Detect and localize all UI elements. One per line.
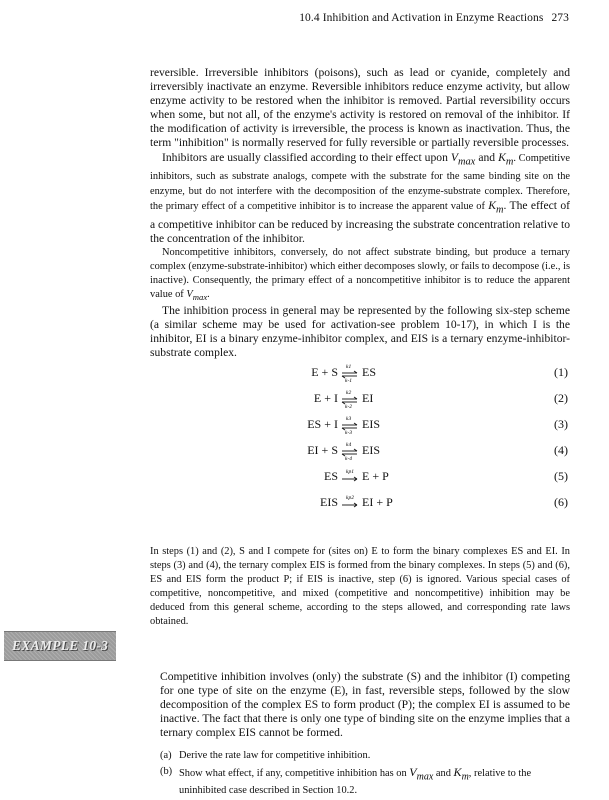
equation-lhs: ES	[323, 469, 338, 483]
example-label: EXAMPLE 10-3	[4, 631, 116, 661]
rate-constant-forward: k4	[346, 442, 352, 448]
rate-constant-reverse: k-3	[345, 430, 353, 435]
example-question-a: (a) Derive the rate law for competitive inhibition.	[160, 750, 371, 762]
equation-number: (5)	[554, 469, 568, 483]
running-head-section: 10.4 Inhibition and Activation in Enzyme Reactions	[299, 12, 544, 24]
paragraph-5: In steps (1) and (2), S and I compete for (sites on) E to form the binary complexes ES and EI. In steps (3) and (4), the ternary complex EIS is formed from the binary complexes. In steps (5) and (6), ES and EIS form the product P; if EIS is inactive, step (6) is ignored. Various special cases of competitive, noncompetitive, and mixed (competitive and noncompetitive) inhibition may be deduced from this general scheme, according to the steps allowed, and corresponding rate laws obtained.	[150, 546, 570, 628]
equation-rhs: EIS	[362, 443, 380, 457]
reversible-arrow-icon	[340, 413, 360, 435]
equation-3	[150, 409, 570, 435]
equation-number: (2)	[554, 391, 568, 405]
rate-constant-forward: kp1	[346, 469, 354, 475]
paragraph-3: Noncompetitive inhibitors, conversely, do not affect substrate binding, but produce a ternary complex (enzyme-substrate-inhibitor) which either decomposes slowly, or fails to decompose (i.e., is inactive). Consequently, the primary effect of a noncompetitive inhibitor is to reduce the apparent value of $V_{max}$.	[150, 246, 570, 303]
equation-number: (3)	[554, 417, 568, 431]
rate-constant-reverse: k-1	[345, 378, 353, 383]
main-text	[150, 66, 570, 361]
equation-rhs: E + P	[362, 469, 389, 483]
rate-constant-forward: k3	[346, 416, 352, 422]
equation-number: (1)	[554, 365, 568, 379]
running-head	[299, 12, 569, 24]
equation-6	[150, 487, 570, 513]
reversible-arrow-icon	[340, 387, 360, 409]
equation-rhs: EI	[362, 391, 374, 405]
rate-constant-reverse: k-2	[345, 404, 353, 409]
vmax-symbol-2: $V_{max}$	[186, 289, 208, 303]
example-question-b: (b) Show what effect, if any, competitive inhibition has on $V_{max}$ and $K_m$, relative to the uninhibited case described in Section 10.2.	[160, 764, 532, 797]
equation-lhs: E + I	[313, 391, 338, 405]
equation-1	[150, 357, 570, 383]
paragraph-1: reversible. Irreversible inhibitors (poisons), such as lead or cyanide, completely and irreversibly inactivate an enzyme. Reversible inhibitors reduce enzyme activity, but allow enzyme activity to be restored when the inhibitor is removed. Partial reversibility occurs when some, but not all, of the enzyme's activity is restored on removal of the inhibitor. If the modification of activity is irreversible, the process is known as inactivation. Thus, the term "inhibition" is normally reserved for fully reversible or partially reversible processes.	[150, 66, 570, 150]
scheme-discussion	[150, 545, 570, 630]
reversible-arrow-icon	[340, 439, 360, 461]
equation-lhs: EI + S	[307, 443, 338, 457]
equation-number: (4)	[554, 443, 568, 457]
equation-lhs: E + S	[311, 365, 338, 379]
paragraph-4: The inhibition process in general may be represented by the following six-step scheme (a similar scheme may be used for activation-see problem 10-17), in which I is the inhibitor, EI is a binary enzyme-inhibitor complex, and EIS is a ternary enzyme-inhibitor-substrate complex.	[150, 304, 570, 360]
equation-2	[150, 383, 570, 409]
km-symbol: $K_m$	[498, 150, 514, 167]
example-question-list	[160, 749, 570, 798]
reversible-arrow-icon	[340, 361, 360, 383]
equation-rhs: EI + P	[362, 495, 393, 509]
rate-constant-reverse: k-4	[345, 456, 353, 461]
rate-constant-forward: k1	[346, 364, 352, 370]
forward-arrow-icon	[340, 465, 360, 487]
example-body	[160, 670, 570, 799]
equation-lhs: EIS	[320, 495, 338, 509]
equation-5	[150, 461, 570, 487]
forward-arrow-icon	[340, 491, 360, 513]
equation-rhs: EIS	[362, 417, 380, 431]
rate-constant-forward: kp2	[346, 495, 354, 501]
page-number: 273	[551, 12, 569, 24]
vmax-symbol: $V_{max}$	[450, 150, 476, 167]
equation-lhs: ES + I	[307, 417, 338, 431]
km-symbol-2: $K_m$	[488, 199, 504, 216]
equation-rhs: ES	[362, 365, 377, 379]
example-text: Competitive inhibition involves (only) the substrate (S) and the inhibitor (I) competing for one type of site on the enzyme (E), in fast, reversible steps, followed by the slow decomposition of the complex ES to form product (P); the complex EI is assumed to be inactive. The fact that there is only one type of binding site on the enzyme implies that a ternary complex EIS cannot be formed.	[160, 670, 570, 740]
rate-constant-forward: k2	[346, 390, 352, 396]
equation-4	[150, 435, 570, 461]
equation-number: (6)	[554, 495, 568, 509]
reaction-scheme	[150, 357, 570, 513]
paragraph-2: Inhibitors are usually classified according to their effect upon $V_{max}$ and $K_m$. Competitive inhibitors, such as substrate analogs, compete with the substrate for the same binding site on the enzyme, but do not interfere with the decomposition of the enzyme-substrate complex. Therefore, the primary effect of a competitive inhibitor is to increase the apparent value of $K_m$. The effect of a competitive inhibitor can be reduced by increasing the substrate concentration relative to the concentration of the inhibitor.	[150, 150, 570, 245]
